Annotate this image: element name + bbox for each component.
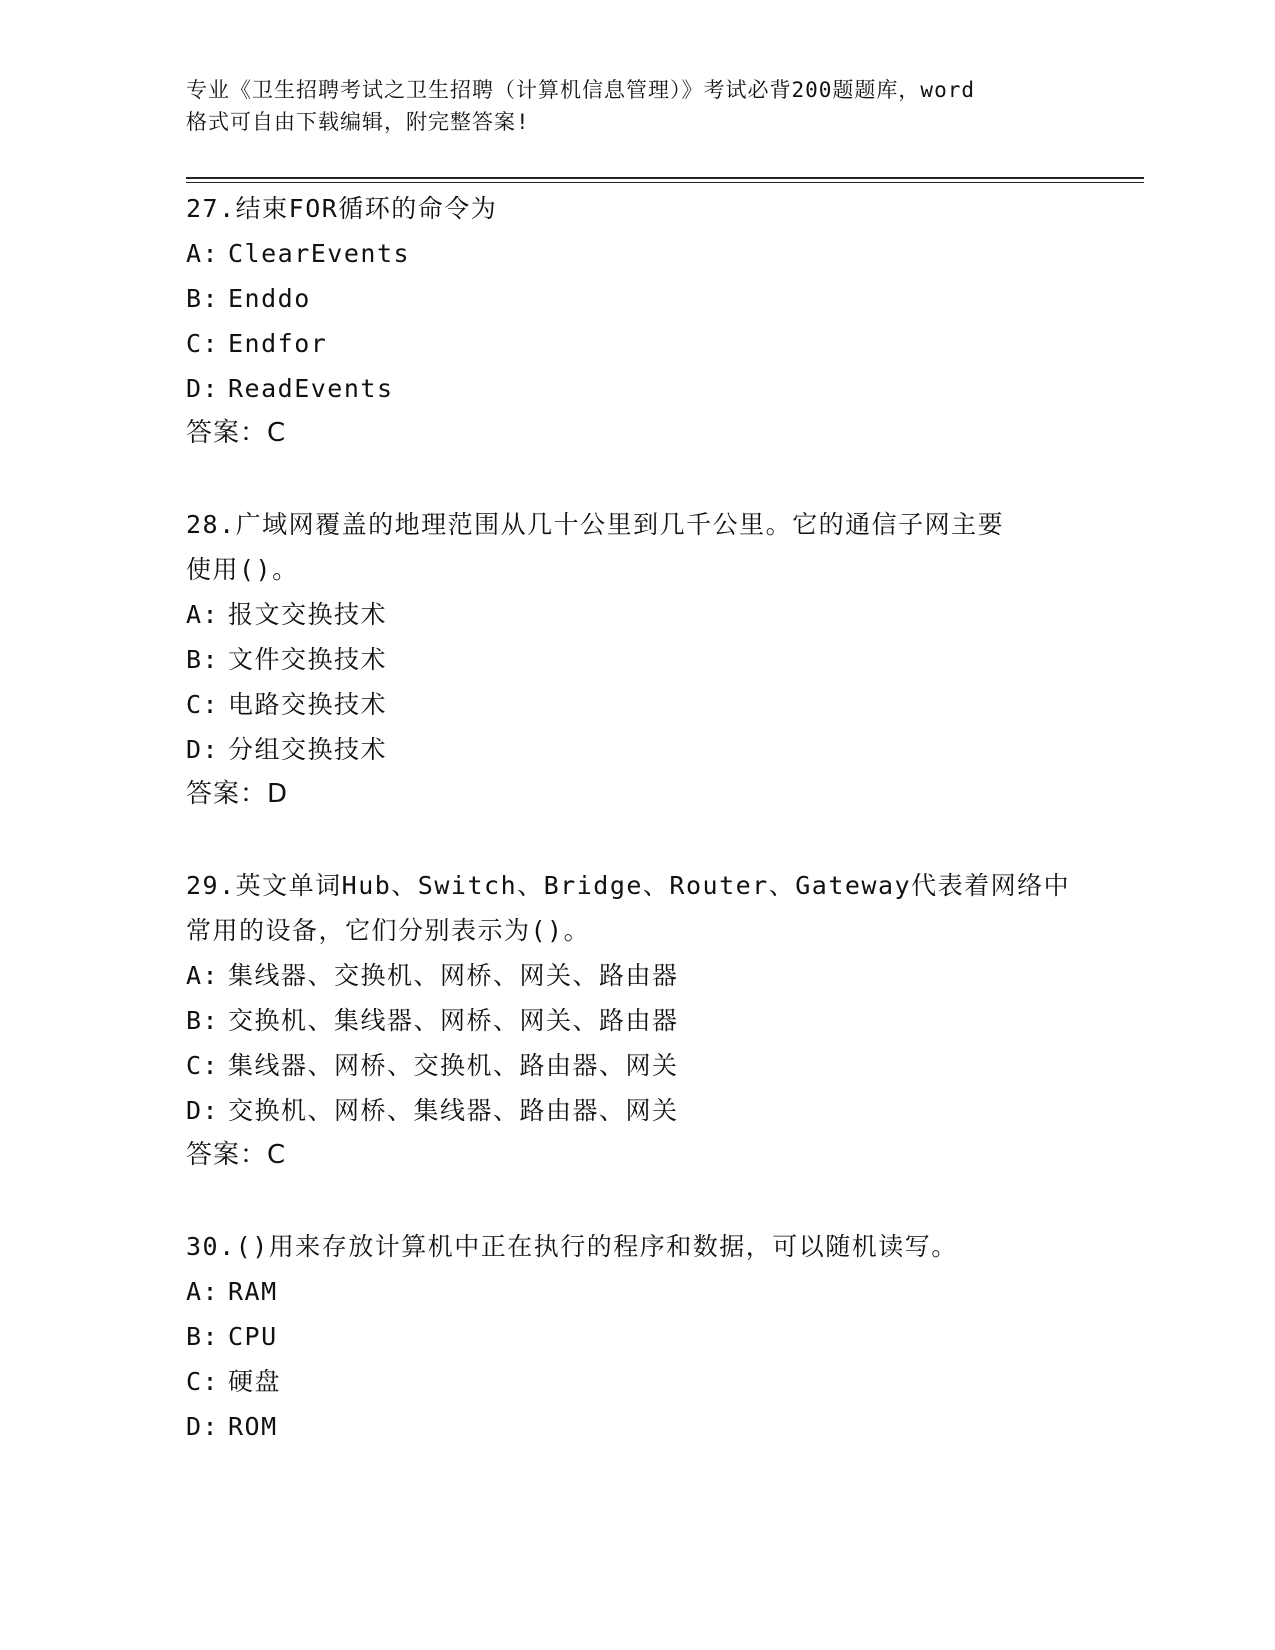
header-line-1: 专业《卫生招聘考试之卫生招聘（计算机信息管理）》考试必背200题题库，word bbox=[186, 78, 975, 102]
option-text: RAM bbox=[228, 1277, 278, 1306]
question-stem: 30.()用来存放计算机中正在执行的程序和数据，可以随机读写。 bbox=[186, 1232, 958, 1261]
option-letter: B: bbox=[186, 1006, 220, 1035]
option-c bbox=[186, 321, 1086, 366]
option-text: Endfor bbox=[228, 329, 328, 358]
option-a bbox=[186, 592, 1086, 637]
question-29 bbox=[186, 863, 1086, 1178]
question-list bbox=[186, 186, 1086, 1495]
option-text: 报文交换技术 bbox=[228, 600, 388, 629]
option-letter: C: bbox=[186, 1051, 220, 1080]
option-letter: B: bbox=[186, 645, 220, 674]
option-text: 集线器、网桥、交换机、路由器、网关 bbox=[228, 1051, 679, 1080]
option-b bbox=[186, 1314, 1086, 1359]
option-d bbox=[186, 1404, 1086, 1449]
header-line-2: 格式可自由下载编辑，附完整答案! bbox=[186, 110, 530, 134]
option-text: ClearEvents bbox=[228, 239, 411, 268]
option-d bbox=[186, 366, 1086, 411]
option-letter: A: bbox=[186, 600, 220, 629]
option-letter: A: bbox=[186, 961, 220, 990]
question-stem-line-2: 使用()。 bbox=[186, 555, 299, 584]
option-text: 集线器、交换机、网桥、网关、路由器 bbox=[228, 961, 679, 990]
option-text: 硬盘 bbox=[228, 1367, 282, 1396]
answer-label: 答案：D bbox=[186, 779, 289, 809]
option-d bbox=[186, 727, 1086, 772]
option-letter: B: bbox=[186, 284, 220, 313]
option-text: 分组交换技术 bbox=[228, 735, 388, 764]
option-letter: D: bbox=[186, 1412, 220, 1441]
option-text: ReadEvents bbox=[228, 374, 394, 403]
option-a bbox=[186, 953, 1086, 998]
option-c bbox=[186, 1359, 1086, 1404]
option-b bbox=[186, 276, 1086, 321]
option-text: 电路交换技术 bbox=[228, 690, 388, 719]
option-d bbox=[186, 1088, 1086, 1133]
document-header bbox=[186, 74, 1086, 138]
header-divider-thin bbox=[186, 182, 1144, 183]
question-28 bbox=[186, 502, 1086, 817]
question-30 bbox=[186, 1224, 1086, 1449]
question-stem: 27.结束FOR循环的命令为 bbox=[186, 194, 498, 223]
option-b bbox=[186, 637, 1086, 682]
option-text: 交换机、网桥、集线器、路由器、网关 bbox=[228, 1096, 679, 1125]
option-letter: A: bbox=[186, 1277, 220, 1306]
option-letter: D: bbox=[186, 374, 220, 403]
option-text: Enddo bbox=[228, 284, 311, 313]
option-letter: D: bbox=[186, 1096, 220, 1125]
option-letter: C: bbox=[186, 329, 220, 358]
option-letter: A: bbox=[186, 239, 220, 268]
option-text: 交换机、集线器、网桥、网关、路由器 bbox=[228, 1006, 679, 1035]
option-letter: C: bbox=[186, 690, 220, 719]
option-text: ROM bbox=[228, 1412, 278, 1441]
option-c bbox=[186, 682, 1086, 727]
option-c bbox=[186, 1043, 1086, 1088]
option-a bbox=[186, 1269, 1086, 1314]
question-27 bbox=[186, 186, 1086, 456]
question-stem-line-1: 28.广域网覆盖的地理范围从几十公里到几千公里。它的通信子网主要 bbox=[186, 510, 1005, 539]
question-stem-line-2: 常用的设备，它们分别表示为()。 bbox=[186, 916, 591, 945]
answer-label: 答案：C bbox=[186, 1140, 287, 1170]
option-text: 文件交换技术 bbox=[228, 645, 388, 674]
answer-label: 答案：C bbox=[186, 418, 287, 448]
option-text: CPU bbox=[228, 1322, 278, 1351]
option-b bbox=[186, 998, 1086, 1043]
header-divider-thick bbox=[186, 177, 1144, 179]
question-stem-line-1: 29.英文单词Hub、Switch、Bridge、Router、Gateway代表着网络中 bbox=[186, 871, 1071, 900]
option-letter: B: bbox=[186, 1322, 220, 1351]
option-letter: C: bbox=[186, 1367, 220, 1396]
option-a bbox=[186, 231, 1086, 276]
option-letter: D: bbox=[186, 735, 220, 764]
